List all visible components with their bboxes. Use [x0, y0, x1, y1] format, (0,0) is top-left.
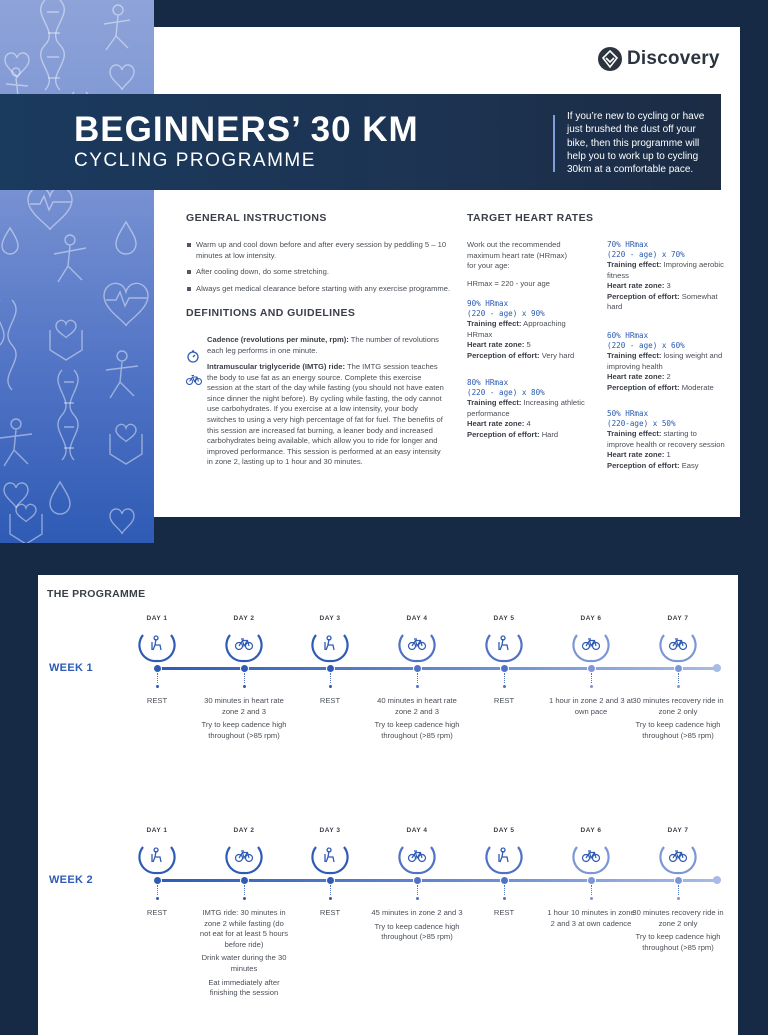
zone-effect-value: starting to improve health or recovery session [607, 429, 725, 449]
timeline-connector-end [677, 685, 680, 688]
heart-rate-intro: Work out the recommended maximum heart rate (HRmax) for your age: [467, 240, 568, 271]
day-description [545, 908, 637, 929]
timeline-connector [504, 885, 505, 895]
timeline-connector-end [590, 897, 593, 900]
description-line: Try to keep cadence high throughout (>85 rpm) [201, 720, 287, 740]
description-line: REST [319, 908, 341, 917]
rest-icon [147, 843, 167, 863]
zone-formula: (220-age) x 50% [607, 419, 676, 428]
day-label: DAY 6 [580, 615, 602, 622]
rest-icon [320, 843, 340, 863]
zone-zone-label: Heart rate zone: [607, 372, 665, 382]
day-badge [397, 615, 437, 663]
heartbeat-heart-icon [28, 187, 72, 230]
description-line: REST [146, 908, 168, 917]
description-line: Try to keep cadence high throughout (>85 rpm) [635, 932, 721, 952]
decorative-pattern-panel [0, 0, 154, 543]
zone-effort-label: Perception of effort: [607, 382, 680, 392]
zone-zone-line [607, 281, 725, 292]
day-label: DAY 3 [319, 827, 341, 834]
timeline-connector [678, 673, 679, 683]
timeline-connector [678, 885, 679, 895]
rest-icon [320, 631, 340, 651]
zone-zone-label: Heart rate zone: [607, 281, 665, 291]
zone-formula: (220 - age) x 60% [607, 341, 685, 350]
zone-zone-value: 3 [664, 281, 671, 291]
day-description [458, 908, 550, 919]
day-badge [310, 827, 350, 875]
heart-rate-zone-block [607, 331, 725, 393]
timeline-connector [591, 885, 592, 895]
day-label: DAY 2 [233, 615, 255, 622]
description-line: 45 minutes in zone 2 and 3 [371, 908, 463, 917]
heart-icon [5, 53, 29, 78]
brand-name: Discovery [627, 48, 720, 69]
day-label: DAY 1 [146, 615, 168, 622]
zone-zone-line [607, 450, 725, 461]
day-description [111, 696, 203, 707]
week-label: WEEK 2 [49, 874, 93, 886]
zone-effort-line [467, 351, 585, 362]
timeline-node [587, 664, 596, 673]
zone-zone-line [467, 340, 585, 351]
description-line: REST [146, 696, 168, 705]
zone-effect-line [467, 398, 585, 419]
description-line: Try to keep cadence high throughout (>85 rpm) [374, 921, 460, 942]
timeline-connector-end [243, 897, 246, 900]
banner-intro: If you’re new to cycling or have just brushed the dust off your bike, then this programme will help you to work up to cycling 30km at a comfortable pace. [567, 111, 705, 176]
description-line: Try to keep cadence high throughout (>85 rpm) [374, 720, 460, 740]
day-label: DAY 6 [580, 827, 602, 834]
zone-effort-line [607, 461, 725, 472]
timeline-connector-end [416, 685, 419, 688]
timeline-connector-end [243, 685, 246, 688]
day-label: DAY 5 [493, 615, 515, 622]
timeline-connector-end [329, 685, 332, 688]
timeline-connector [591, 673, 592, 683]
zone-formula: (220 - age) x 90% [467, 309, 545, 318]
timeline-node [153, 876, 162, 885]
list-item: After cooling down, do some stretching. [186, 267, 456, 278]
bicycle-icon [581, 631, 601, 651]
zone-effect-label: Training effect: [467, 319, 522, 328]
rest-icon [494, 843, 514, 863]
zone-effort-label: Perception of effort: [607, 460, 680, 470]
definitions-heading: DEFINITIONS AND GUIDELINES [186, 307, 356, 319]
zone-effort-label: Perception of effort: [467, 350, 540, 360]
zone-zone-value: 5 [524, 340, 531, 350]
timeline-node [587, 876, 596, 885]
description-line: REST [493, 908, 515, 917]
programme-heading: THE PROGRAMME [47, 588, 146, 600]
timeline-connector [244, 673, 245, 683]
timeline-connector-end [590, 685, 593, 688]
zone-effort-value: Easy [679, 460, 699, 470]
day-description [284, 908, 376, 919]
timeline-connector [417, 885, 418, 895]
timeline-node [674, 664, 683, 673]
imtg-definition [207, 362, 447, 468]
water-drop-icon [50, 482, 70, 514]
bicycle-icon [186, 374, 202, 385]
timeline-end-cap [713, 876, 721, 884]
timeline-node [240, 876, 249, 885]
timeline-connector-end [416, 897, 419, 900]
heart-rate-zone-block [467, 378, 585, 440]
timeline-connector-end [329, 897, 332, 900]
zone-effect-label: Training effect: [607, 351, 662, 360]
heart-rate-zone-block [467, 299, 585, 361]
zone-zone-line [467, 419, 585, 430]
day-badge [658, 615, 698, 663]
zone-zone-label: Heart rate zone: [467, 340, 525, 350]
bicycle-icon [668, 843, 688, 863]
zone-zone-line [607, 372, 725, 383]
rest-icon [494, 631, 514, 651]
timeline-end-cap [713, 664, 721, 672]
list-item: Warm up and cool down before and after every session by peddling 5 – 10 minutes at low intensity. [186, 240, 456, 261]
day-description [371, 696, 463, 741]
page-subtitle: CYCLING PROGRAMME [74, 150, 316, 171]
zone-effort-value: Moderate [679, 382, 714, 392]
zone-effect-line [467, 319, 585, 340]
bicycle-icon [234, 631, 254, 651]
day-label: DAY 5 [493, 827, 515, 834]
heart-rates-heading: TARGET HEART RATES [467, 212, 594, 224]
description-line: REST [319, 696, 341, 705]
cadence-term: Cadence (revolutions per minute, rpm): [207, 335, 349, 344]
description-line: REST [493, 696, 515, 705]
zone-effort-label: Perception of effort: [467, 429, 540, 439]
day-badge [484, 827, 524, 875]
day-description [458, 696, 550, 707]
day-description [632, 908, 724, 953]
day-description [371, 908, 463, 943]
heart-rate-zone-block [607, 409, 725, 471]
day-badge [137, 615, 177, 663]
timeline-connector [157, 673, 158, 683]
day-label: DAY 1 [146, 827, 168, 834]
caring-hands-heart-icon [10, 504, 42, 543]
timeline-connector-end [677, 897, 680, 900]
day-label: DAY 4 [406, 615, 428, 622]
zone-percentage: 70% HRmax [607, 240, 649, 249]
general-instructions-heading: GENERAL INSTRUCTIONS [186, 212, 327, 224]
heart-icon [110, 65, 134, 90]
description-line: Eat immediately after finishing the session [208, 977, 280, 998]
description-line: 1 hour in zone 2 and 3 at own pace [548, 696, 634, 716]
running-person-icon [106, 351, 138, 398]
zone-percentage: 90% HRmax [467, 299, 509, 308]
timeline-node [413, 664, 422, 673]
description-line: Try to keep cadence high throughout (>85 rpm) [635, 720, 721, 740]
timeline-connector [330, 885, 331, 895]
zone-formula: (220 - age) x 70% [607, 250, 685, 259]
day-description [545, 696, 637, 717]
timeline-connector-end [156, 897, 159, 900]
general-instructions-list [186, 240, 456, 300]
bicycle-icon [581, 843, 601, 863]
day-badge [224, 615, 264, 663]
zone-effect-line [607, 429, 725, 450]
zone-effort-value: Somewhat hard [607, 291, 718, 312]
zone-effect-value: Improving aerobic fitness [607, 260, 724, 280]
day-badge [310, 615, 350, 663]
bicycle-icon [234, 843, 254, 863]
day-description [284, 696, 376, 707]
zone-effect-value: Approaching HRmax [467, 319, 566, 339]
discovery-logo [597, 46, 720, 72]
cadence-definition [207, 335, 447, 356]
timeline-connector-end [503, 897, 506, 900]
zone-zone-value: 1 [664, 450, 671, 460]
timeline-node [674, 876, 683, 885]
timeline-node [500, 876, 509, 885]
timeline-node [500, 664, 509, 673]
zone-effect-label: Training effect: [467, 398, 522, 407]
day-badge [397, 827, 437, 875]
zone-effort-line [607, 292, 725, 313]
day-badge [571, 827, 611, 875]
imtg-text: The IMTG session teaches the body to use fat as an energy source. Complete this exercise session at the start of the day while fasting (you should not have eaten since dinner the night before). By cycling while fasting, the ody cannot use carbohydrates. If you exercise at a low intensity, your body switches to using a very high percentage of fat for fuel. The benefits of this session are increased fat burning, a leaner body and increased carbohydrates being available, which allow you to ride for longer and improved performance. This session is performed at an easy intensity in zone 2, lasting up to 1 hour and 30 minutes. [207, 362, 444, 467]
zone-zone-value: 4 [524, 419, 531, 429]
timeline-connector [330, 673, 331, 683]
dna-icon [58, 370, 78, 460]
day-badge [137, 827, 177, 875]
week-label: WEEK 1 [49, 662, 93, 674]
page-title: BEGINNERS’ 30 KM [74, 110, 419, 149]
heart-icon [4, 483, 28, 508]
zone-effect-line [607, 351, 725, 372]
zone-percentage: 50% HRmax [607, 409, 649, 418]
zone-effect-line [607, 260, 725, 281]
day-label: DAY 3 [319, 615, 341, 622]
stopwatch-icon [186, 349, 200, 363]
zone-percentage: 60% HRmax [607, 331, 649, 340]
description-line: 30 minutes recovery ride in zone 2 only [632, 908, 724, 928]
day-label: DAY 7 [667, 615, 689, 622]
banner-divider [553, 115, 555, 172]
heartbeat-heart-icon [104, 283, 148, 326]
description-line: Drink water during the 30 minutes [201, 953, 287, 973]
zone-effort-line [607, 383, 725, 394]
zone-effort-value: Hard [539, 429, 559, 439]
day-description [111, 908, 203, 919]
day-badge [571, 615, 611, 663]
zone-zone-label: Heart rate zone: [467, 419, 525, 429]
day-description [198, 908, 290, 999]
timeline-connector [417, 673, 418, 683]
imtg-term: Intramuscular triglyceride (IMTG) ride: [207, 362, 345, 371]
day-badge [224, 827, 264, 875]
day-label: DAY 4 [406, 827, 428, 834]
heart-icon [110, 509, 134, 534]
dna-icon [41, 0, 65, 90]
dna-icon [0, 300, 16, 390]
zone-zone-label: Heart rate zone: [607, 450, 665, 460]
day-badge [484, 615, 524, 663]
rest-icon [147, 631, 167, 651]
timeline-node [326, 876, 335, 885]
timeline-node [240, 664, 249, 673]
running-person-icon [104, 5, 130, 50]
day-badge [658, 827, 698, 875]
timeline-node [326, 664, 335, 673]
zone-effort-value: Very hard [539, 350, 575, 360]
timeline-connector [244, 885, 245, 895]
description-line: 1 hour 10 minutes in zone 2 and 3 at own cadence [547, 908, 635, 928]
bicycle-icon [668, 631, 688, 651]
day-description [632, 696, 724, 741]
description-line: 40 minutes in heart rate zone 2 and 3 [377, 696, 457, 716]
heart-rate-zone-block [607, 240, 725, 313]
list-item: Always get medical clearance before starting with any exercise programme. [186, 284, 456, 295]
timeline-connector [504, 673, 505, 683]
day-description [198, 696, 290, 741]
bicycle-icon [407, 843, 427, 863]
discovery-diamond-icon [597, 46, 623, 72]
zone-effect-value: Increasing athletic performance [467, 398, 585, 418]
running-person-icon [0, 419, 32, 466]
water-drop-icon [116, 222, 136, 254]
caring-hands-heart-icon [110, 424, 142, 464]
description-line: 30 minutes in heart rate zone 2 and 3 [204, 696, 284, 716]
water-drop-icon [2, 228, 18, 254]
hrmax-formula: HRmax = 220 - your age [467, 279, 550, 288]
zone-effect-value: losing weight and improving health [607, 351, 723, 371]
running-person-icon [54, 235, 86, 282]
timeline-connector [157, 885, 158, 895]
timeline-node [413, 876, 422, 885]
zone-effort-label: Perception of effort: [607, 291, 680, 301]
bicycle-icon [407, 631, 427, 651]
description-line: 30 minutes recovery ride in zone 2 only [632, 696, 724, 716]
timeline-connector-end [503, 685, 506, 688]
caring-hands-heart-icon [50, 320, 82, 360]
zone-percentage: 80% HRmax [467, 378, 509, 387]
description-line: IMTG ride: 30 minutes in zone 2 while fasting (do not eat for at least 5 hours before ride) [199, 908, 289, 949]
zone-effect-label: Training effect: [607, 429, 662, 438]
day-label: DAY 7 [667, 827, 689, 834]
day-label: DAY 2 [233, 827, 255, 834]
zone-effort-line [467, 430, 585, 441]
zone-formula: (220 - age) x 80% [467, 388, 545, 397]
zone-effect-label: Training effect: [607, 260, 662, 269]
timeline-connector-end [156, 685, 159, 688]
timeline-node [153, 664, 162, 673]
zone-zone-value: 2 [664, 372, 671, 382]
cadence-text: The number of revolutions each leg performs in one minute. [207, 335, 439, 355]
